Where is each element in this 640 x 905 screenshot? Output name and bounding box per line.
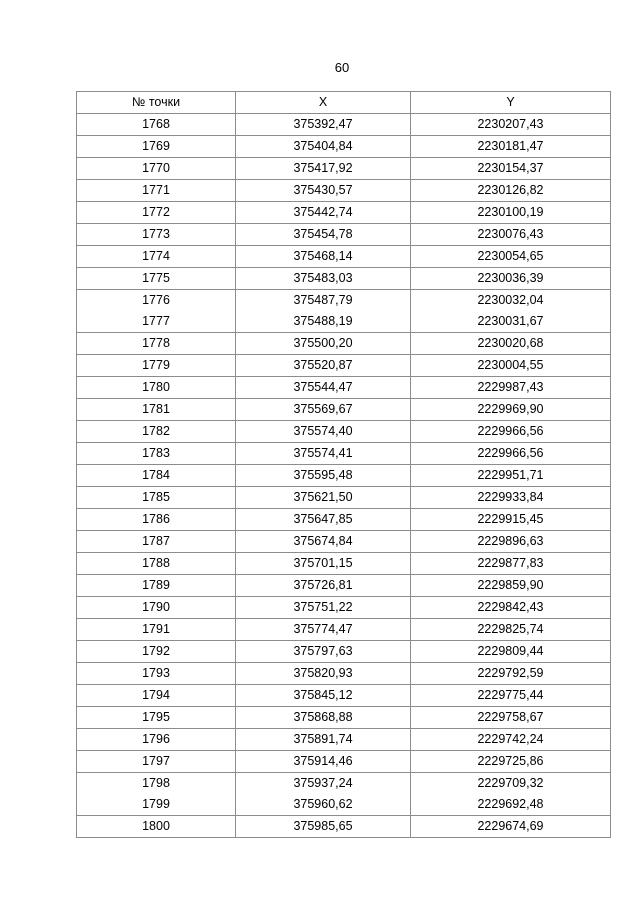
y-cell: 2229692,48 [411,794,611,816]
x-cell: 375937,24 [236,773,411,795]
table-row [77,311,611,333]
table-row [77,290,611,312]
x-cell: 375430,57 [236,180,411,202]
y-cell: 2229969,90 [411,399,611,421]
x-cell: 375845,12 [236,685,411,707]
table-row [77,729,611,751]
y-cell: 2229896,63 [411,531,611,553]
point-number-cell: 1771 [77,180,236,202]
table-row [77,619,611,641]
table-row [77,180,611,202]
x-cell: 375574,40 [236,421,411,443]
y-cell: 2230181,47 [411,136,611,158]
coordinates-table [76,91,611,838]
table-header [77,92,611,114]
table-row [77,663,611,685]
y-cell: 2229825,74 [411,619,611,641]
point-number-cell: 1800 [77,816,236,838]
table-row [77,707,611,729]
point-number-cell: 1774 [77,246,236,268]
table-body [77,114,611,838]
y-cell: 2229966,56 [411,443,611,465]
point-number-cell: 1777 [77,311,236,333]
table-row [77,575,611,597]
x-cell: 375868,88 [236,707,411,729]
x-cell: 375726,81 [236,575,411,597]
x-cell: 375520,87 [236,355,411,377]
point-number-cell: 1788 [77,553,236,575]
y-cell: 2230154,37 [411,158,611,180]
point-number-cell: 1776 [77,290,236,312]
table-row [77,443,611,465]
point-number-cell: 1793 [77,663,236,685]
x-cell: 375621,50 [236,487,411,509]
y-cell: 2229987,43 [411,377,611,399]
point-number-cell: 1795 [77,707,236,729]
point-number-cell: 1786 [77,509,236,531]
page-number: 60 [334,60,350,75]
table-row [77,355,611,377]
x-cell: 375454,78 [236,224,411,246]
table-row [77,685,611,707]
table-row [77,597,611,619]
table-row [77,333,611,355]
x-cell: 375891,74 [236,729,411,751]
x-cell: 375960,62 [236,794,411,816]
x-cell: 375701,15 [236,553,411,575]
x-cell: 375797,63 [236,641,411,663]
x-cell: 375595,48 [236,465,411,487]
table-row [77,202,611,224]
x-cell: 375392,47 [236,114,411,136]
y-cell: 2229742,24 [411,729,611,751]
y-cell: 2229809,44 [411,641,611,663]
point-number-cell: 1782 [77,421,236,443]
y-cell: 2229859,90 [411,575,611,597]
x-cell: 375820,93 [236,663,411,685]
table-row [77,553,611,575]
y-cell: 2229842,43 [411,597,611,619]
x-cell: 375488,19 [236,311,411,333]
table-row [77,268,611,290]
x-cell: 375404,84 [236,136,411,158]
table-row [77,224,611,246]
point-number-cell: 1769 [77,136,236,158]
y-cell: 2230207,43 [411,114,611,136]
table-row [77,399,611,421]
table-row [77,465,611,487]
point-number-cell: 1781 [77,399,236,421]
y-cell: 2230004,55 [411,355,611,377]
y-cell: 2230020,68 [411,333,611,355]
point-number-cell: 1775 [77,268,236,290]
y-cell: 2229709,32 [411,773,611,795]
header-point-number: № точки [77,92,236,114]
point-number-cell: 1798 [77,773,236,795]
table-row [77,641,611,663]
point-number-cell: 1768 [77,114,236,136]
y-cell: 2230031,67 [411,311,611,333]
x-cell: 375483,03 [236,268,411,290]
table-row [77,487,611,509]
x-cell: 375544,47 [236,377,411,399]
y-cell: 2229792,59 [411,663,611,685]
table-row [77,246,611,268]
x-cell: 375751,22 [236,597,411,619]
y-cell: 2229951,71 [411,465,611,487]
point-number-cell: 1779 [77,355,236,377]
y-cell: 2230032,04 [411,290,611,312]
point-number-cell: 1784 [77,465,236,487]
y-cell: 2229933,84 [411,487,611,509]
point-number-cell: 1794 [77,685,236,707]
table-row [77,509,611,531]
y-cell: 2229674,69 [411,816,611,838]
y-cell: 2230076,43 [411,224,611,246]
point-number-cell: 1778 [77,333,236,355]
y-cell: 2229877,83 [411,553,611,575]
x-cell: 375500,20 [236,333,411,355]
y-cell: 2230100,19 [411,202,611,224]
header-x: X [236,92,411,114]
y-cell: 2230126,82 [411,180,611,202]
y-cell: 2230036,39 [411,268,611,290]
point-number-cell: 1797 [77,751,236,773]
point-number-cell: 1772 [77,202,236,224]
point-number-cell: 1789 [77,575,236,597]
point-number-cell: 1780 [77,377,236,399]
table-row [77,531,611,553]
point-number-cell: 1790 [77,597,236,619]
table-row [77,158,611,180]
point-number-cell: 1783 [77,443,236,465]
point-number-cell: 1770 [77,158,236,180]
y-cell: 2229775,44 [411,685,611,707]
x-cell: 375574,41 [236,443,411,465]
table-row [77,136,611,158]
x-cell: 375674,84 [236,531,411,553]
x-cell: 375487,79 [236,290,411,312]
table-row [77,377,611,399]
y-cell: 2229915,45 [411,509,611,531]
point-number-cell: 1792 [77,641,236,663]
point-number-cell: 1799 [77,794,236,816]
header-row [77,92,611,114]
table-row [77,794,611,816]
point-number-cell: 1791 [77,619,236,641]
x-cell: 375468,14 [236,246,411,268]
y-cell: 2229725,86 [411,751,611,773]
point-number-cell: 1787 [77,531,236,553]
x-cell: 375914,46 [236,751,411,773]
point-number-cell: 1773 [77,224,236,246]
header-y: Y [411,92,611,114]
y-cell: 2229758,67 [411,707,611,729]
x-cell: 375985,65 [236,816,411,838]
table-row [77,421,611,443]
x-cell: 375417,92 [236,158,411,180]
point-number-cell: 1796 [77,729,236,751]
table-row [77,114,611,136]
point-number-cell: 1785 [77,487,236,509]
x-cell: 375647,85 [236,509,411,531]
table-row [77,816,611,838]
y-cell: 2230054,65 [411,246,611,268]
table-row [77,751,611,773]
x-cell: 375442,74 [236,202,411,224]
x-cell: 375569,67 [236,399,411,421]
y-cell: 2229966,56 [411,421,611,443]
x-cell: 375774,47 [236,619,411,641]
table-row [77,773,611,795]
